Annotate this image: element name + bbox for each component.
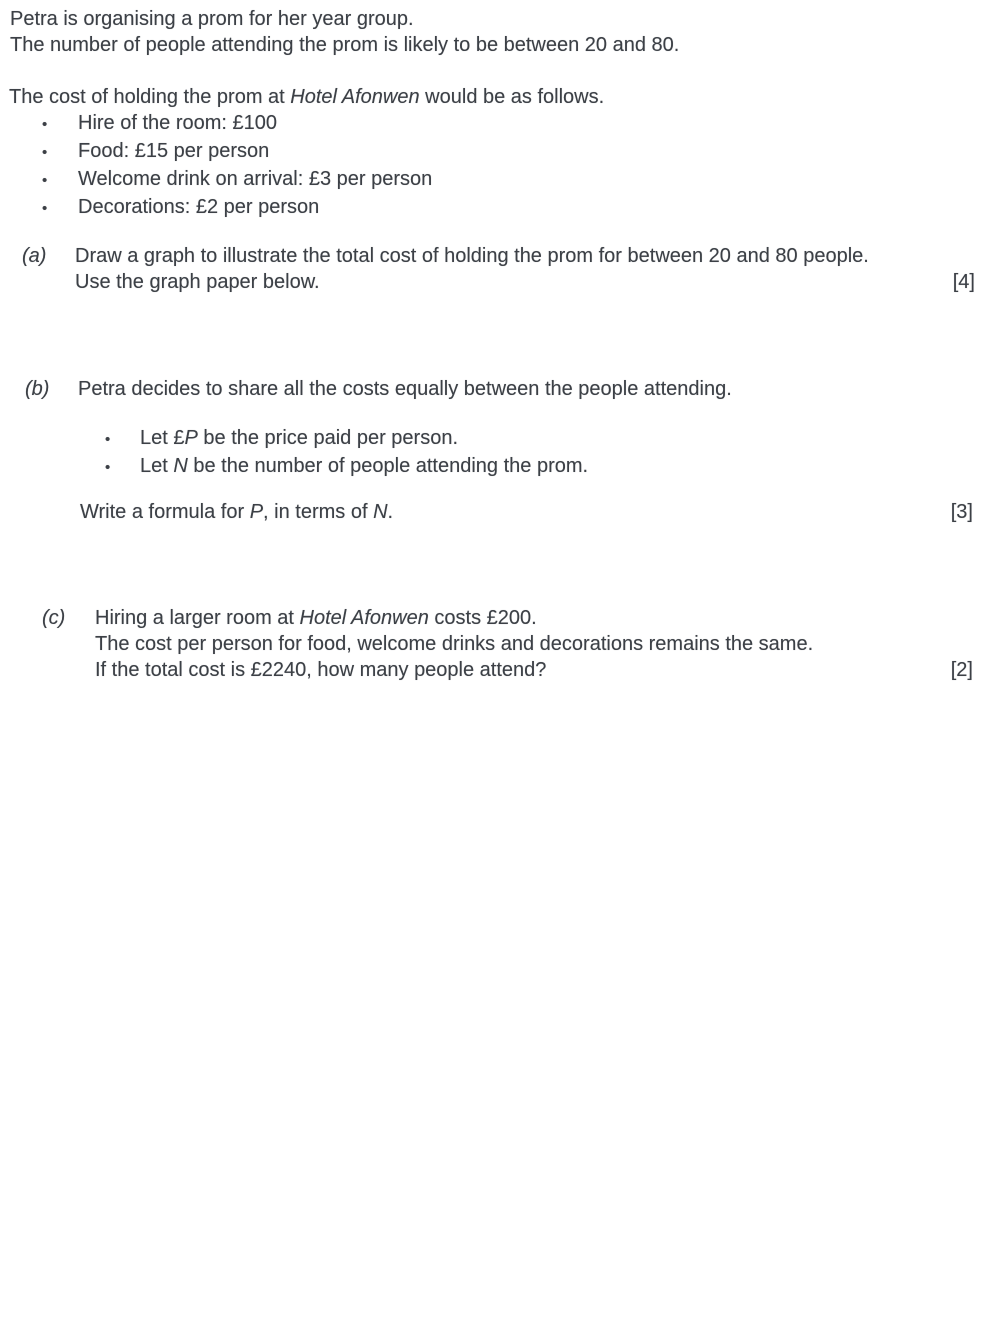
list-item — [42, 110, 432, 138]
intro-paragraph — [10, 6, 679, 58]
list-item — [42, 194, 432, 222]
formula-prompt — [80, 499, 393, 525]
costs-heading-post: would be as follows. — [419, 86, 605, 108]
part-c-line-1 — [95, 605, 973, 631]
part-c-body — [95, 605, 973, 683]
part-c-line-3: If the total cost is £2240, how many people attend? — [95, 659, 547, 681]
bullet-icon: • — [42, 144, 48, 161]
part-a-line-2: Use the graph paper below. — [75, 271, 320, 293]
let-p-post: be the price paid per person. — [197, 427, 458, 449]
intro-line-2: The number of people attending the prom is likely to be between 20 and 80. — [10, 34, 680, 56]
cost-item-room: Hire of the room: £100 — [78, 112, 277, 134]
bullet-icon: • — [42, 172, 48, 189]
part-c-line-3-row — [95, 657, 973, 683]
cost-item-food: Food: £15 per person — [78, 140, 270, 162]
costs-heading-pre: The cost of holding the prom at — [9, 86, 291, 108]
costs-heading — [9, 84, 604, 110]
part-b-label: (b) — [25, 378, 50, 400]
cost-item-drink: Welcome drink on arrival: £3 per person — [78, 168, 433, 190]
part-c-line-2: The cost per person for food, welcome drinks and decorations remains the same. — [95, 633, 814, 655]
part-c-line-1-pre: Hiring a larger room at — [95, 607, 300, 629]
part-c-marks-badge: [2] — [950, 659, 973, 681]
part-b-intro: Petra decides to share all the costs equally between the people attending. — [78, 378, 732, 400]
part-a-line-2-row — [75, 269, 975, 295]
cost-item-decorations: Decorations: £2 per person — [78, 196, 320, 218]
part-b-item-number — [140, 453, 588, 479]
formula-pre: Write a formula for — [80, 501, 250, 523]
variable-n: N — [373, 501, 388, 523]
part-a-label: (a) — [22, 245, 47, 267]
list-item — [105, 453, 588, 481]
part-c-line-1-post: costs £200. — [428, 607, 537, 629]
part-b-formula-row — [80, 499, 973, 525]
formula-post: . — [387, 501, 394, 523]
costs-list — [42, 110, 432, 222]
part-c-label: (c) — [42, 607, 66, 629]
bullet-icon: • — [105, 431, 111, 448]
part-b-item-price — [140, 425, 458, 451]
formula-mid: , in terms of — [263, 501, 374, 523]
part-a-body — [75, 243, 975, 295]
bullet-icon: • — [105, 459, 111, 476]
hotel-name: Hotel Afonwen — [290, 86, 420, 108]
let-n-post: be the number of people attending the prom. — [187, 455, 589, 477]
part-a-marks-badge: [4] — [952, 271, 975, 293]
list-item — [42, 166, 432, 194]
variable-p: P — [249, 501, 264, 523]
part-b-list — [105, 425, 588, 481]
bullet-icon: • — [42, 116, 48, 133]
let-n-pre: Let — [140, 455, 174, 477]
hotel-name: Hotel Afonwen — [299, 607, 429, 629]
intro-line-1: Petra is organising a prom for her year group. — [10, 8, 414, 30]
list-item — [42, 138, 432, 166]
variable-p: P — [184, 427, 198, 449]
bullet-icon: • — [42, 200, 48, 217]
list-item — [105, 425, 588, 453]
part-a-line-1: Draw a graph to illustrate the total cost of holding the prom for between 20 and 80 people. — [75, 245, 869, 267]
variable-n: N — [173, 455, 188, 477]
part-b-marks-badge: [3] — [950, 501, 973, 523]
let-p-pre: Let £ — [140, 427, 185, 449]
